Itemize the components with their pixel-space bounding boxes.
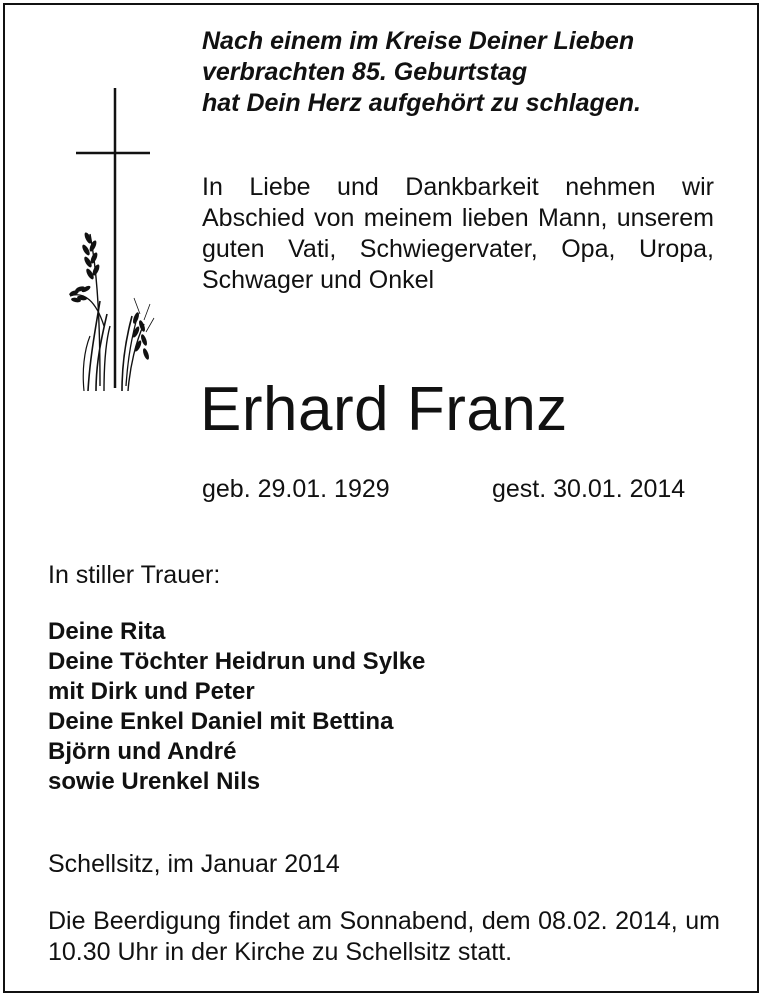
deceased-name: Erhard Franz <box>200 375 568 444</box>
family-member: mit Dirk und Peter <box>48 678 255 705</box>
family-list <box>48 617 425 797</box>
family-member: sowie Urenkel Nils <box>48 768 261 795</box>
family-member: Deine Rita <box>48 618 166 645</box>
motto-line: verbrachten 85. Geburtstag <box>202 58 528 86</box>
mourning-intro: In stiller Trauer: <box>48 561 221 589</box>
motto-line: Nach einem im Kreise Deiner Lieben <box>202 27 635 55</box>
cross-with-wheat-icon <box>60 86 170 396</box>
family-member: Deine Enkel Daniel mit Bettina <box>48 708 394 735</box>
funeral-info: Die Beerdigung findet am Sonnabend, dem 08.02. 2014, um 10.30 Uhr in der Kirche zu Schellsitz statt. <box>48 907 720 966</box>
motto-line: hat Dein Herz aufgehört zu schlagen. <box>202 89 641 117</box>
birth-date: geb. 29.01. 1929 <box>202 475 390 503</box>
family-member: Björn und André <box>48 738 237 765</box>
place-date: Schellsitz, im Januar 2014 <box>48 850 340 878</box>
death-date: gest. 30.01. 2014 <box>492 475 686 503</box>
farewell-text: In Liebe und Dankbarkeit nehmen wir Abschied von meinem lieben Mann, unserem guten Vati, Schwiegervater, Opa, Uropa, Schwager und Onkel <box>202 173 714 294</box>
family-member: Deine Töchter Heidrun und Sylke <box>48 648 426 675</box>
motto <box>202 26 722 119</box>
